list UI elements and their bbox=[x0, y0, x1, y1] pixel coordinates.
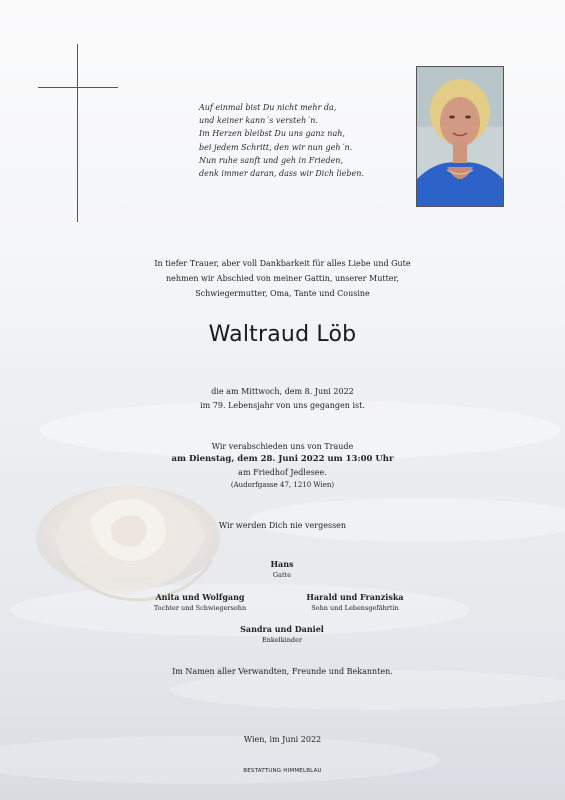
poem-line: denk immer daran, dass wir Dich lieben. bbox=[199, 169, 364, 179]
poem-line: und keiner kann´s versteh´n. bbox=[199, 116, 318, 126]
intro-line: In tiefer Trauer, aber voll Dankbarkeit für alles Liebe und Gute bbox=[154, 259, 411, 268]
mourner-son bbox=[275, 591, 435, 613]
place-date: Wien, im Juni 2022 bbox=[243, 735, 322, 744]
mourner-grandchildren bbox=[182, 623, 382, 645]
mourner-name: Sandra und Daniel bbox=[240, 624, 324, 634]
death-line: die am Mittwoch, dem 8. Juni 2022 bbox=[211, 387, 354, 396]
mourner-role: Tochter und Schwiegersohn bbox=[153, 604, 247, 612]
closing-line: Im Namen aller Verwandten, Freunde und Bekannten. bbox=[172, 667, 393, 676]
portrait-photo bbox=[416, 66, 504, 207]
announcement-intro bbox=[0, 256, 565, 301]
funeral-location: am Friedhof Jedlesee. bbox=[238, 468, 327, 477]
mourner-role: Gatte bbox=[272, 571, 292, 579]
remembrance-line: Wir werden Dich nie vergessen bbox=[218, 521, 347, 530]
poem-line: Auf einmal bist Du nicht mehr da, bbox=[199, 103, 337, 112]
poem-line: Im Herzen bleibst Du uns ganz nah, bbox=[199, 129, 345, 139]
death-line: im 79. Lebensjahr von uns gegangen ist. bbox=[200, 401, 365, 410]
mourner-name: Harald und Franziska bbox=[306, 592, 404, 602]
mourner-role: Enkelkinder bbox=[261, 636, 303, 644]
intro-line: nehmen wir Abschied von meiner Gattin, unserer Mutter, bbox=[165, 274, 400, 283]
funeral-address: (Audorfgasse 47, 1210 Wien) bbox=[230, 481, 335, 489]
funeral-intro: Wir verabschieden uns von Traude bbox=[211, 442, 354, 451]
mourner-name: Hans bbox=[270, 559, 294, 569]
cross-horizontal-bar bbox=[38, 87, 118, 88]
mourner-role: Sohn und Lebensgefährtin bbox=[311, 604, 399, 612]
poem-line: bei jedem Schritt, den wir nun geh´n. bbox=[199, 142, 353, 152]
poem bbox=[199, 101, 409, 180]
funeral-info bbox=[0, 440, 565, 492]
funeral-date: am Dienstag, dem 28. Juni 2022 um 13:00 Uhr bbox=[171, 454, 394, 464]
intro-line: Schwiegermutter, Oma, Tante und Cousine bbox=[195, 289, 370, 298]
death-info bbox=[0, 385, 565, 413]
undertaker-name: BESTATTUNG HIMMELBLAU bbox=[243, 768, 322, 774]
mourner-spouse bbox=[182, 558, 382, 580]
mourner-daughter bbox=[120, 591, 280, 613]
poem-line: Nun ruhe sanft und geh in Frieden, bbox=[199, 155, 343, 165]
cross-vertical-bar bbox=[77, 44, 78, 222]
deceased-name: Waltraud Löb bbox=[208, 322, 357, 347]
mourner-name: Anita und Wolfgang bbox=[155, 592, 245, 602]
